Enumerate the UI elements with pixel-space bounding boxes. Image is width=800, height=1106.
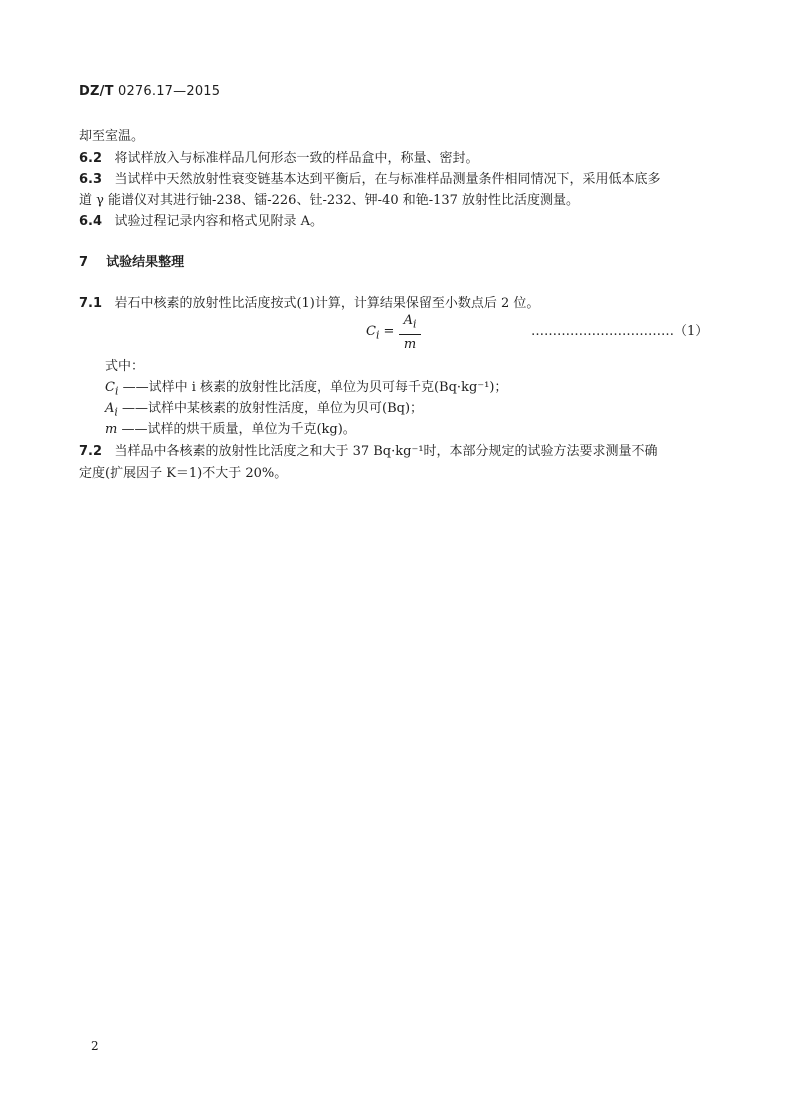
standard-header (79, 84, 220, 99)
paragraph-line (79, 462, 287, 481)
clause-6-4 (79, 210, 323, 229)
equation-number: ……………………………（1） (531, 324, 709, 339)
section-heading (79, 251, 184, 270)
clause-7-2 (79, 440, 658, 459)
paragraph-line (79, 189, 579, 208)
where-item-ai: $A_i$ ——试样中某核素的放射性活度，单位为贝可(Bq)； (105, 401, 424, 419)
fraction-bar (399, 334, 421, 335)
clause-text: 将试样放入与标准样品几何形态一致的样品盒中，称量、密封。 (114, 151, 479, 166)
page-number: 2 (91, 1039, 99, 1053)
clause-text: 当样品中各核素的放射性比活度之和大于 37 Bq·kg⁻¹时，本部分规定的试验方法要求测量不确 (114, 444, 658, 459)
section-title: 试验结果整理 (106, 255, 185, 270)
formula-denominator: m (403, 336, 417, 352)
clause-number: 7.1 (79, 296, 103, 311)
formula-lhs: $C_i$ = (366, 324, 395, 342)
line-text: 定度(扩展因子 K＝1)不大于 20%。 (79, 466, 288, 481)
where-item-m: m ——试样的烘干质量，单位为千克(kg)。 (105, 422, 356, 437)
clause-number: 6.3 (79, 172, 103, 187)
section-number: 7 (79, 255, 89, 270)
where-intro: 式中： (105, 359, 145, 374)
clause-text: 当试样中天然放射性衰变链基本达到平衡后，在与标准样品测量条件相同情况下，采用低本底多 (114, 172, 661, 187)
line-text: 却至室温。 (79, 129, 145, 144)
clause-number: 7.2 (79, 444, 103, 459)
formula-numerator: $A_i$ (403, 313, 417, 331)
paragraph-line (79, 125, 144, 144)
clause-text: 岩石中核素的放射性比活度按式(1)计算，计算结果保留至小数点后 2 位。 (114, 296, 540, 311)
clause-7-1 (79, 292, 539, 311)
formula-fraction (399, 313, 421, 353)
clause-number: 6.2 (79, 151, 103, 166)
clause-text: 试验过程记录内容和格式见附录 A。 (114, 214, 323, 229)
line-text: 道 γ 能谱仪对其进行铀-238、镭-226、钍-232、钾-40 和铯-137 放射性比活度测量。 (79, 193, 580, 208)
clause-6-3 (79, 168, 660, 187)
formula-1 (366, 313, 426, 353)
clause-number: 6.4 (79, 214, 103, 229)
where-item-ci: $C_i$ ——试样中 i 核素的放射性比活度，单位为贝可每千克(Bq·kg⁻¹)； (105, 380, 508, 398)
standard-number: 0276.17—2015 (117, 84, 221, 99)
standard-code: DZ/T (79, 84, 114, 99)
clause-6-2 (79, 147, 478, 166)
